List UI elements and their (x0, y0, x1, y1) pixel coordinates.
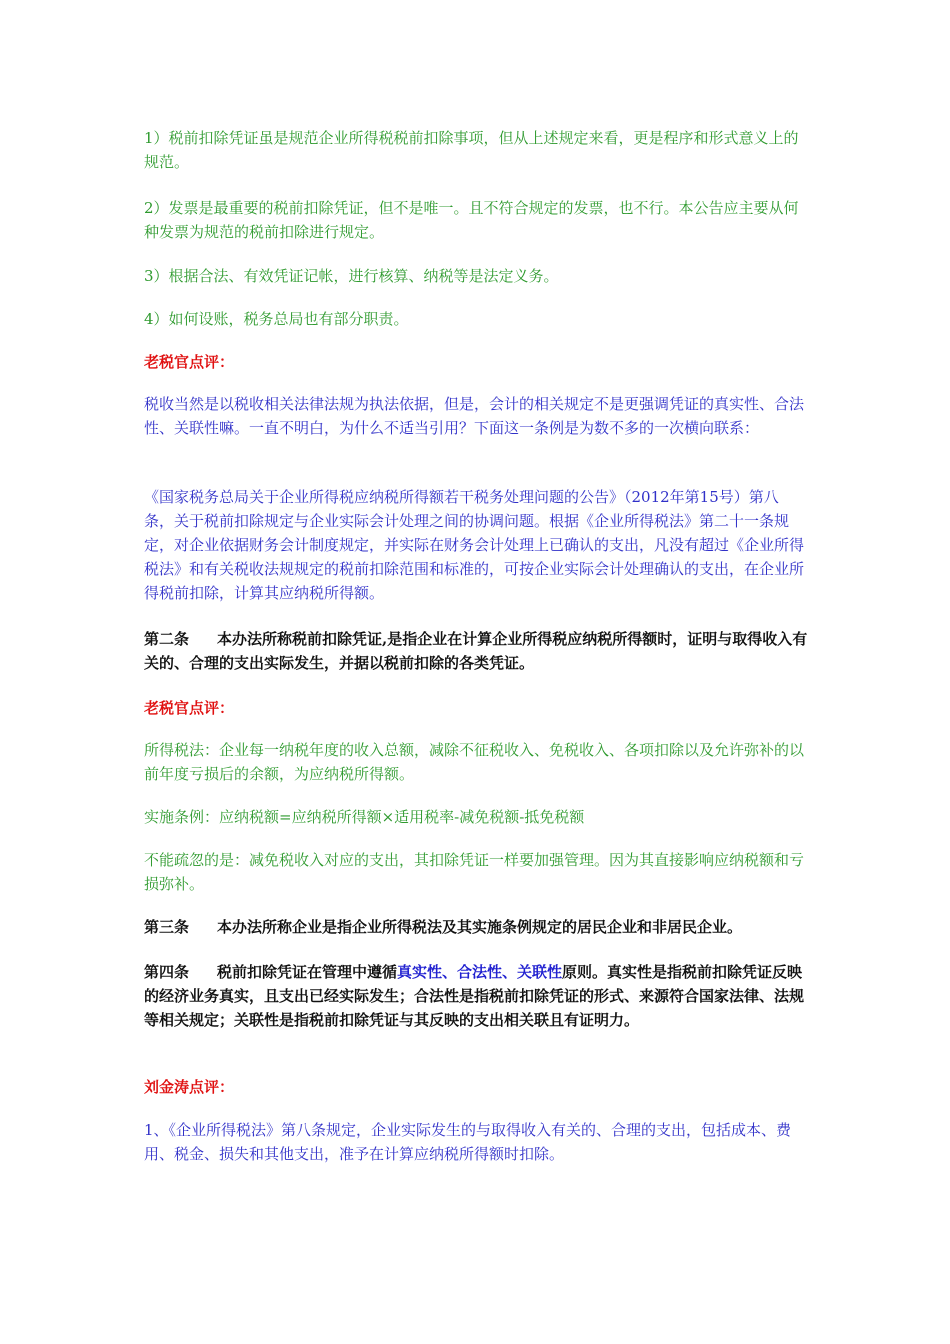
comment-2-paragraph-3: 不能疏忽的是：减免税收入对应的支出，其扣除凭证一样要加强管理。因为其直接影响应纳税额和亏损弥补。 (144, 851, 805, 893)
article-4-highlight: 真实性、合法性、关联性 (397, 963, 563, 981)
article-2 (144, 627, 808, 675)
paragraph-point-1: 1）税前扣除凭证虽是规范企业所得税税前扣除事项，但从上述规定来看，更是程序和形式意义上的规范。 (144, 129, 799, 171)
comment-heading-1: 老税官点评： (144, 353, 235, 371)
paragraph-point-4: 4）如何设账，税务总局也有部分职责。 (144, 310, 409, 328)
paragraph-point-3: 3）根据合法、有效凭证记帐，进行核算、纳税等是法定义务。 (144, 267, 559, 285)
article-4 (144, 960, 808, 1032)
article-3-text: 本办法所称企业是指企业所得税法及其实施条例规定的居民企业和非居民企业。 (217, 918, 743, 936)
article-4-pre-text: 税前扣除凭证在管理中遵循 (217, 963, 398, 981)
article-4-post-text: 原则。真实性是指税前扣除凭证反映的经济业务真实，且支出已经实际发生；合法性是指税前扣除凭证的形式、来源符合国家法律、法规等相关规定；关联性是指税前扣除凭证与其反映的支出相关联且有证明力。 (144, 963, 805, 1029)
article-3-label: 第三条 (144, 918, 190, 936)
article-3 (144, 915, 808, 939)
comment-3-paragraph-1: 1、《企业所得税法》第八条规定，企业实际发生的与取得收入有关的、合理的支出，包括成本、费用、税金、损失和其他支出，准予在计算应纳税所得额时扣除。 (144, 1121, 792, 1163)
comment-heading-2: 老税官点评： (144, 699, 235, 717)
comment-body-1: 税收当然是以税收相关法律法规为执法依据，但是，会计的相关规定不是更强调凭证的真实性、合法性、关联性嘛。一直不明白，为什么不适当引用？下面这一条例是为数不多的一次横向联系： (144, 395, 805, 437)
comment-heading-3: 刘金涛点评： (144, 1078, 235, 1096)
quote-paragraph-1: 《国家税务总局关于企业所得税应纳税所得额若干税务处理问题的公告》（2012年第15号）第八条，关于税前扣除规定与企业实际会计处理之间的协调问题。根据《企业所得税法》第二十一条规定，对企业依据财务会计制度规定，并实际在财务会计处理上已确认的支出，凡没有超过《企业所得税法》和有关税收法规规定的税前扣除范围和标准的，可按企业实际会计处理确认的支出，在企业所得税前扣除，计算其应纳税所得额。 (144, 488, 805, 602)
comment-2-paragraph-1: 所得税法：企业每一纳税年度的收入总额，减除不征税收入、免税收入、各项扣除以及允许弥补的以前年度亏损后的余额，为应纳税所得额。 (144, 741, 805, 783)
article-4-label: 第四条 (144, 963, 190, 981)
article-2-label: 第二条 (144, 630, 190, 648)
article-2-text: 本办法所称税前扣除凭证,是指企业在计算企业所得税应纳税所得额时，证明与取得收入有关的、合理的支出实际发生，并据以税前扣除的各类凭证。 (144, 630, 808, 672)
paragraph-point-2: 2）发票是最重要的税前扣除凭证，但不是唯一。且不符合规定的发票，也不行。本公告应主要从何种发票为规范的税前扣除进行规定。 (144, 199, 799, 241)
comment-2-paragraph-2: 实施条例：应纳税额=应纳税所得额×适用税率-减免税额-抵免税额 (144, 808, 585, 826)
